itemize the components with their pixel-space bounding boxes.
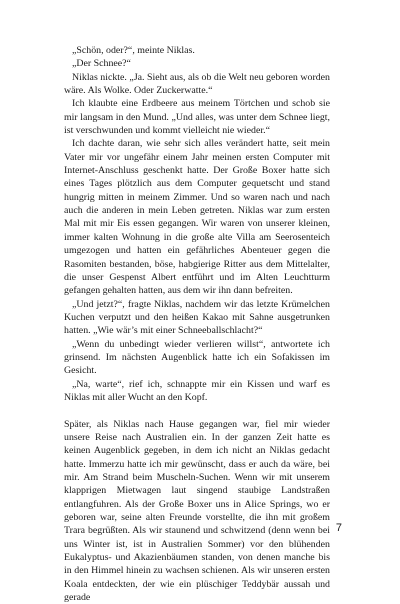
body-text [64,44,330,604]
paragraph: Ich klaubte eine Erdbeere aus meinem Törtchen und schob sie mir langsam in den Mund. „Und alles, was unter dem Schnee liegt, ist verschwunden und kommt vielleicht nie wieder.“ [64,98,330,137]
paragraph: „Schön, oder?“, meinte Niklas. [72,45,195,56]
paragraph: „Na, warte“, rief ich, schnappte mir ein Kissen und warf es Niklas mit aller Wucht an den Kopf. [64,378,330,403]
paragraph: „Der Schnee?“ [72,58,131,70]
paragraph: „Wenn du unbedingt wieder verlieren willst“, antwortete ich grinsend. Im nächsten Augenblick hatte ich ein Sofakissen im Gesicht. [64,338,330,377]
paragraph: Niklas nickte. „Ja. Sieht aus, als ob die Welt neu geboren worden wäre. Als Wolke. Oder Zuckerwatte.“ [64,71,330,97]
page-number: 7 [335,522,342,534]
paragraph: Ich dachte daran, wie sehr sich alles verändert hatte, seit mein Vater mir vor ungefähr einem Jahr meinen ersten Computer mit Internet-Anschluss geschenkt hatte. Der Große Boxer hatte sich eines Tages plötzlich aus dem Computer gequetscht und stand hungrig mitten in meinem Zimmer. Und so waren nach und nach auch die anderen in mein Leben getreten. Niklas war zum ersten Mal mit mir Eis essen gegangen. Wir waren von unserer kleinen, immer kalten Wohnung in die große alte Villa am Seerosenteich umgezogen und hatten ein gefährliches Abenteuer gegen die Rasomiten bestanden, böse, habgierige Ritter aus dem Mittelalter, die unser Gespenst Albert entführt und im Alten Leuchtturm gefangen gehalten hatten, aus dem wir ihn dann befreiten. [64,138,330,297]
paragraph: Später, als Niklas nach Hause gegangen war, fiel mir wieder unsere Reise nach Australien ein. In der ganzen Zeit hatte es keinen Augenblick gegeben, in dem ich nicht an Niklas gedacht hatte. Immerzu hatte ich mir gewünscht, dass er auch da wäre, bei mir. Am Strand beim Muscheln-Suchen. Wenn wir mit unserem klapprigen Mietwagen laut singend staubige Landstraßen entlangfuhren. Als der Große Boxer uns in Alice Springs, wo er geboren war, seine alten Freunde vorstellte, die ihn mit großem Trara begrüßten. Als wir staunend und schwitzend (denn wenn bei uns Winter ist, ist in Australien Sommer) vor den blühenden Eukalyptus- und Akazienbäumen standen, von denen manche bis in den Himmel hinein zu wachsen schienen. Als wir unseren ersten Koala entdeckten, der wie ein plüschiger Teddybär aussah und gerade [64,418,330,604]
paragraph: „Und jetzt?“, fragte Niklas, nachdem wir das letzte Krümelchen Kuchen verputzt und den heißen Kakao mit Sahne ausgetrunken hatten. „Wie wär’s mit einer Schneeballschlacht?“ [64,298,330,337]
